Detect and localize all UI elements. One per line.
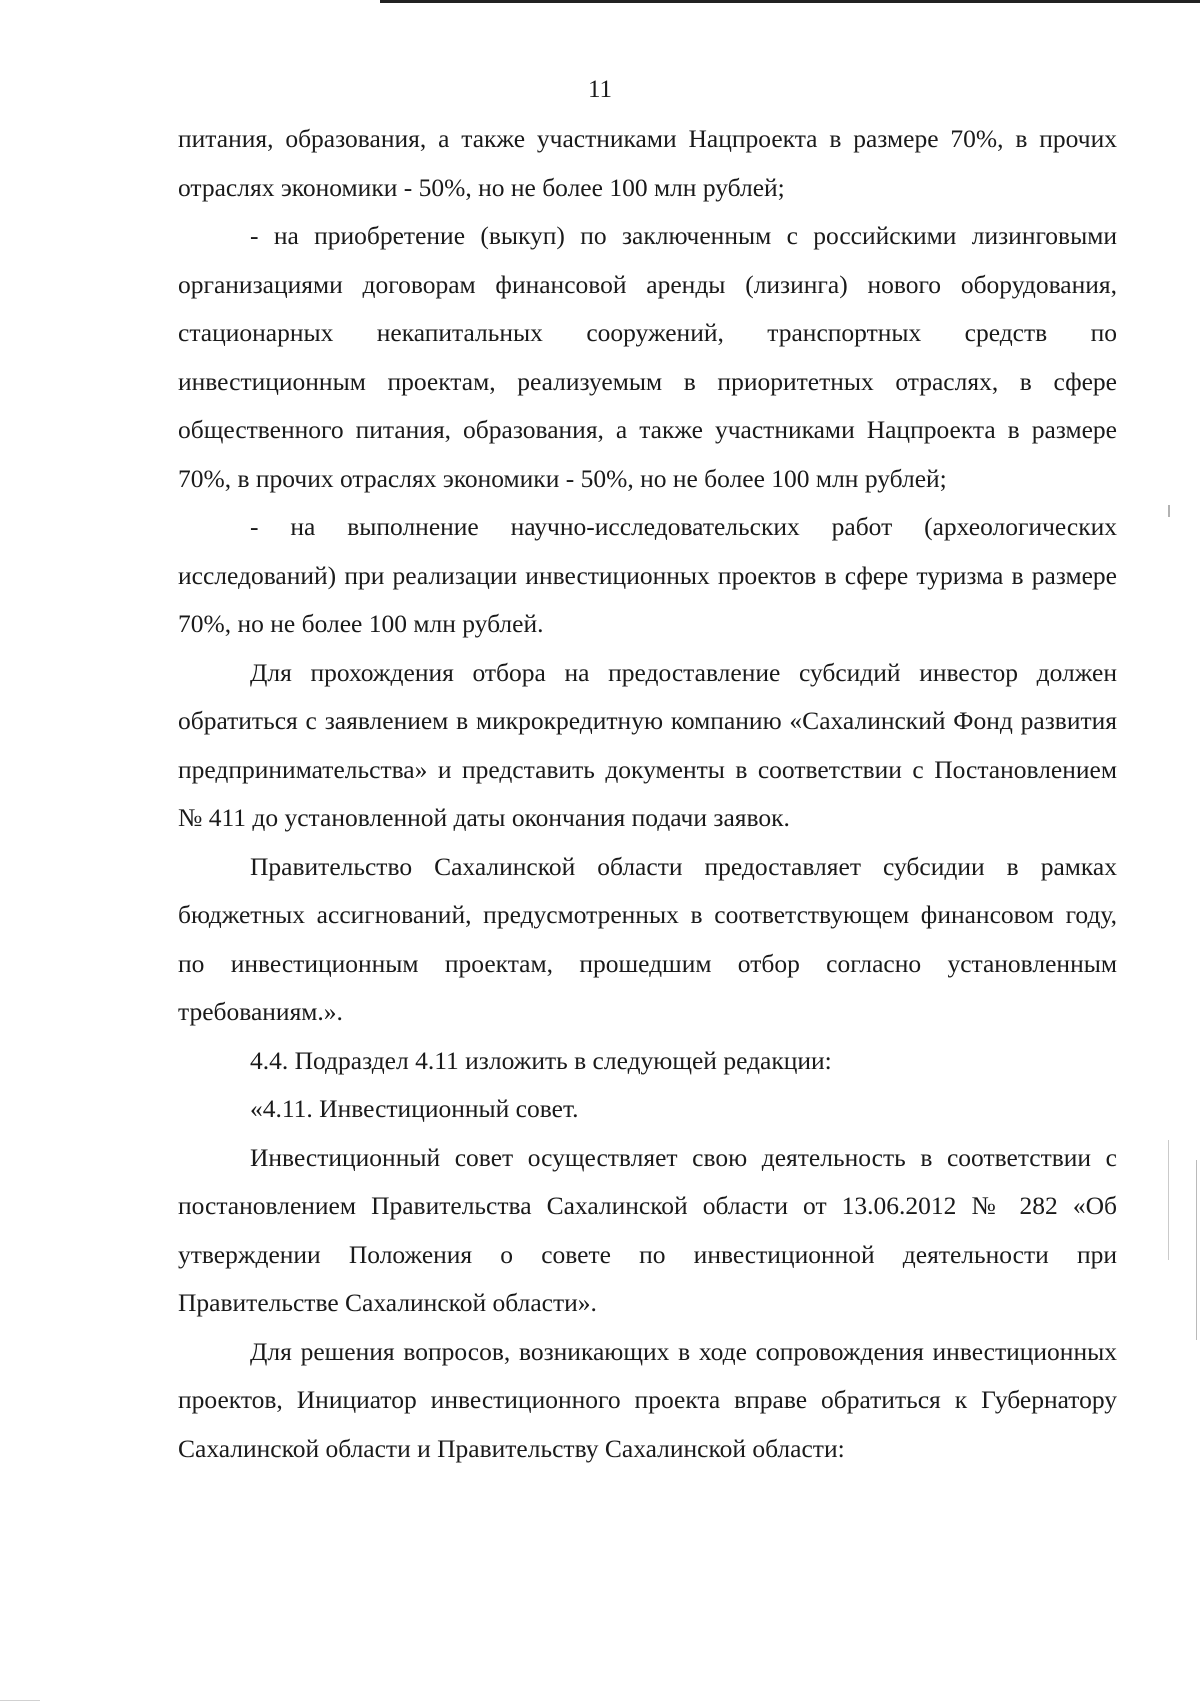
scan-artifact [1196, 1160, 1197, 1340]
document-body [178, 115, 1117, 1473]
paragraph: питания, образования, а также участниками Нацпроекта в размере 70%, в прочих отраслях экономики - 50%, но не более 100 млн рублей; [178, 124, 1117, 202]
paragraph: Для прохождения отбора на предоставление субсидий инвестор должен обратиться с заявлением в микрокредитную компанию «Сахалинский Фонд развития предпринимательства» и представить документы в соответствии с Постановлением № 411 до установленной даты окончания подачи заявок. [178, 657, 1117, 832]
paragraph: 4.4. Подраздел 4.11 изложить в следующей редакции: [250, 1045, 832, 1075]
paragraph: Правительство Сахалинской области предоставляет субсидии в рамках бюджетных ассигнований, предусмотренных в соответствующем финансовом году, по инвестиционным проектам, прошедшим отбор согласно установленным требованиям.». [178, 851, 1117, 1026]
paragraph: - на приобретение (выкуп) по заключенным с российскими лизинговыми организациями договорам финансовой аренды (лизинга) нового оборудования, стационарных некапитальных сооружений, транспортных средств по инвестиционным проектам, реализуемым в приоритетных отраслях, в сфере общественного питания, образования, а также участниками Нацпроекта в размере 70%, в прочих отраслях экономики - 50%, но не более 100 млн рублей; [178, 221, 1117, 493]
paragraph: Инвестиционный совет осуществляет свою деятельность в соответствии с постановлением Правительства Сахалинской области от 13.06.2012 № 282 «Об утверждении Положения о совете по инвестиционной деятельности при Правительстве Сахалинской области». [178, 1142, 1117, 1317]
page-number: 11 [587, 76, 613, 103]
scan-artifact [1168, 1140, 1169, 1260]
paragraph: «4.11. Инвестиционный совет. [250, 1094, 579, 1123]
paragraph: Для решения вопросов, возникающих в ходе сопровождения инвестиционных проектов, Инициатор инвестиционного проекта вправе обратиться к Губернатору Сахалинской области и Правительству Сахалинской области: [178, 1336, 1117, 1463]
paragraph: - на выполнение научно-исследовательских работ (археологических исследований) при реализации инвестиционных проектов в сфере туризма в размере 70%, но не более 100 млн рублей. [178, 512, 1117, 638]
scan-artifact [0, 1700, 40, 1701]
top-border-line [380, 0, 1200, 3]
scan-artifact [1168, 505, 1170, 517]
